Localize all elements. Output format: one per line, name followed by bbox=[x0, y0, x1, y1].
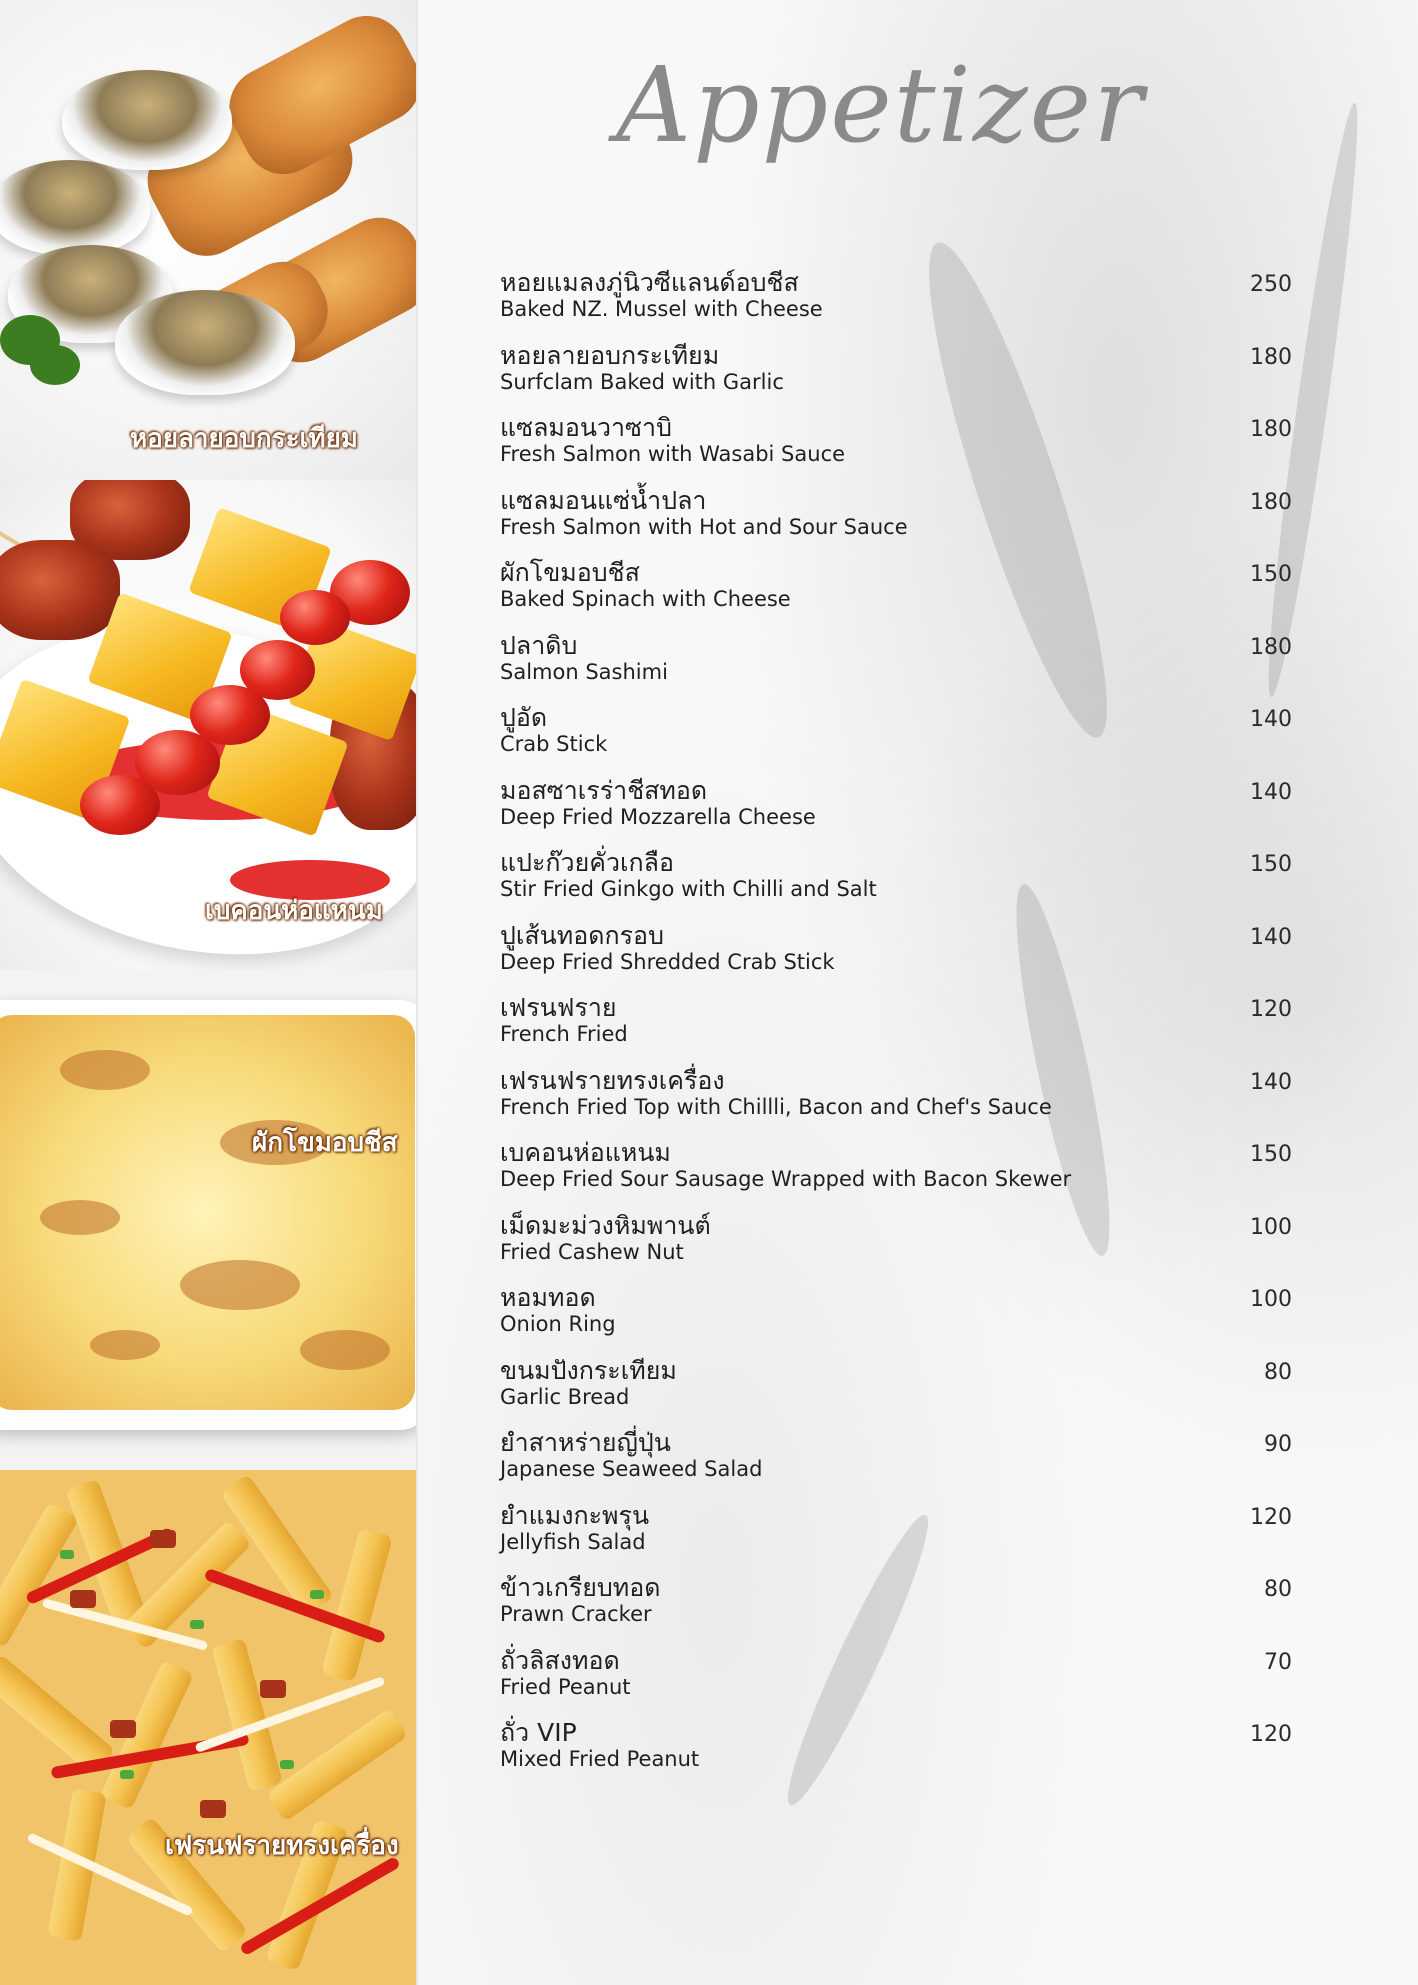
bacon-bit bbox=[70, 1590, 96, 1608]
photo-baked-spinach bbox=[0, 970, 416, 1470]
item-price: 120 bbox=[1250, 1504, 1292, 1530]
clam-bowl bbox=[62, 70, 232, 170]
menu-item bbox=[500, 1211, 1292, 1284]
menu-item bbox=[500, 993, 1292, 1066]
menu-item bbox=[500, 341, 1292, 414]
item-thai-name: หอยแมลงภู่นิวซีแลนด์อบชีส bbox=[500, 268, 799, 297]
menu-item bbox=[500, 921, 1292, 994]
item-thai-name: ผักโขมอบชีส bbox=[500, 558, 640, 587]
photo-surfclam-garlic bbox=[0, 0, 416, 480]
item-english-name: Garlic Bread bbox=[500, 1384, 630, 1409]
item-price: 250 bbox=[1250, 272, 1292, 297]
item-english-name: Prawn Cracker bbox=[500, 1602, 652, 1626]
photo-bacon-skewer bbox=[0, 480, 416, 970]
menu-item bbox=[500, 1501, 1292, 1574]
menu-item bbox=[500, 268, 1292, 341]
item-english-name: Stir Fried Ginkgo with Chilli and Salt bbox=[500, 877, 877, 901]
menu-item bbox=[500, 631, 1292, 704]
item-price: 100 bbox=[1250, 1287, 1292, 1312]
item-thai-name: เฟรนฟรายทรงเครื่อง bbox=[500, 1065, 725, 1095]
clam-bowl bbox=[0, 160, 150, 255]
item-price: 80 bbox=[1264, 1577, 1292, 1602]
item-english-name: Jellyfish Salad bbox=[500, 1529, 646, 1554]
photo-caption: เฟรนฟรายทรงเครื่อง bbox=[165, 1831, 399, 1861]
item-english-name: Fresh Salmon with Wasabi Sauce bbox=[500, 442, 846, 466]
item-english-name: Fresh Salmon with Hot and Sour Sauce bbox=[500, 514, 908, 539]
item-english-name: Crab Stick bbox=[500, 732, 608, 756]
item-english-name: French Fried Top with Chillli, Bacon and Chef's Sauce bbox=[500, 1094, 1052, 1119]
photo-french-fries bbox=[0, 1470, 416, 1985]
scallion-piece bbox=[60, 1550, 74, 1559]
menu-item bbox=[500, 848, 1292, 921]
item-english-name: Salmon Sashimi bbox=[500, 659, 668, 684]
scallion-piece bbox=[190, 1620, 204, 1629]
item-english-name: Fried Cashew Nut bbox=[500, 1239, 684, 1264]
photo-caption: หอยลายอบกระเทียม bbox=[130, 424, 358, 454]
item-english-name: Baked NZ. Mussel with Cheese bbox=[500, 297, 823, 321]
item-thai-name: ยำแมงกะพรุน bbox=[500, 1500, 650, 1530]
bacon-bit bbox=[200, 1800, 226, 1818]
item-price: 180 bbox=[1250, 634, 1292, 660]
item-english-name: Mixed Fried Peanut bbox=[500, 1747, 700, 1771]
fry bbox=[0, 1654, 115, 1776]
item-english-name: Onion Ring bbox=[500, 1312, 616, 1336]
item-price: 140 bbox=[1250, 924, 1292, 950]
item-thai-name: หอมทอด bbox=[500, 1283, 596, 1312]
menu-item bbox=[500, 1646, 1292, 1719]
item-price: 180 bbox=[1250, 489, 1292, 515]
photo-caption: เบคอนห่อแหนม bbox=[205, 896, 383, 926]
item-english-name: Deep Fried Sour Sausage Wrapped with Bacon Skewer bbox=[500, 1167, 1072, 1191]
item-price: 140 bbox=[1250, 779, 1292, 805]
item-thai-name: ถั่ว VIP bbox=[500, 1718, 577, 1747]
menu-panel bbox=[418, 0, 1418, 1985]
menu-item bbox=[500, 1428, 1292, 1501]
item-thai-name: เม็ดมะม่วงหิมพานต์ bbox=[500, 1210, 711, 1240]
bacon-bit bbox=[110, 1720, 136, 1738]
item-price: 150 bbox=[1250, 562, 1292, 587]
item-thai-name: ยำสาหร่ายญี่ปุ่น bbox=[500, 1428, 671, 1457]
item-thai-name: ปลาดิบ bbox=[500, 630, 578, 660]
item-price: 100 bbox=[1250, 1214, 1292, 1240]
item-price: 80 bbox=[1264, 1359, 1292, 1385]
browned-spot bbox=[60, 1050, 150, 1090]
item-thai-name: ปูอัด bbox=[500, 703, 548, 732]
bacon-bit bbox=[260, 1680, 286, 1698]
menu-item bbox=[500, 413, 1292, 486]
cherry-tomato bbox=[80, 775, 160, 835]
item-thai-name: แปะก๊วยคั่วเกลือ bbox=[500, 848, 675, 877]
item-thai-name: ข้าวเกรียบทอด bbox=[500, 1573, 661, 1602]
item-thai-name: เฟรนฟราย bbox=[500, 993, 617, 1022]
menu-item bbox=[500, 703, 1292, 776]
menu-item bbox=[500, 1718, 1292, 1791]
item-price: 150 bbox=[1250, 852, 1292, 877]
clam-bowl bbox=[115, 290, 295, 395]
menu-item bbox=[500, 1138, 1292, 1211]
item-thai-name: แซลมอนวาซาบิ bbox=[500, 413, 672, 442]
item-price: 140 bbox=[1250, 707, 1292, 732]
item-thai-name: เบคอนห่อแหนม bbox=[500, 1138, 671, 1167]
item-english-name: Surfclam Baked with Garlic bbox=[500, 369, 784, 394]
item-price: 120 bbox=[1250, 997, 1292, 1022]
page-title: Appetizer bbox=[616, 44, 1145, 166]
browned-spot bbox=[180, 1260, 300, 1310]
bacon-bit bbox=[150, 1530, 176, 1548]
menu-item bbox=[500, 1356, 1292, 1429]
item-price: 150 bbox=[1250, 1142, 1292, 1167]
parsley-garnish bbox=[30, 345, 80, 385]
cherry-tomato bbox=[280, 590, 350, 645]
menu-item bbox=[500, 1283, 1292, 1356]
item-english-name: Deep Fried Mozzarella Cheese bbox=[500, 804, 816, 829]
photo-column bbox=[0, 0, 416, 1985]
item-price: 140 bbox=[1250, 1069, 1292, 1095]
item-thai-name: ถั่วลิสงทอด bbox=[500, 1645, 620, 1675]
scallion-piece bbox=[310, 1590, 324, 1599]
browned-spot bbox=[40, 1200, 120, 1235]
item-price: 180 bbox=[1250, 344, 1292, 370]
item-price: 180 bbox=[1250, 417, 1292, 442]
menu-item bbox=[500, 1573, 1292, 1646]
scallion-piece bbox=[120, 1770, 134, 1779]
item-english-name: Japanese Seaweed Salad bbox=[500, 1457, 763, 1481]
item-thai-name: ขนมปังกระเทียม bbox=[500, 1355, 677, 1385]
photo-caption: ผักโขมอบชีส bbox=[252, 1128, 398, 1158]
menu-item bbox=[500, 1066, 1292, 1139]
item-price: 120 bbox=[1250, 1722, 1292, 1747]
menu-list bbox=[500, 268, 1292, 1791]
browned-spot bbox=[90, 1330, 160, 1360]
bacon-roll bbox=[0, 540, 120, 640]
item-english-name: French Fried bbox=[500, 1022, 628, 1046]
menu-item bbox=[500, 558, 1292, 631]
item-english-name: Baked Spinach with Cheese bbox=[500, 587, 791, 611]
item-thai-name: มอสซาเรร่าชีสทอด bbox=[500, 775, 708, 805]
item-english-name: Fried Peanut bbox=[500, 1674, 631, 1699]
item-price: 70 bbox=[1264, 1649, 1292, 1675]
item-thai-name: ปูเส้นทอดกรอบ bbox=[500, 920, 664, 950]
menu-item bbox=[500, 776, 1292, 849]
item-thai-name: แซลมอนแซ่น้ำปลา bbox=[500, 485, 707, 515]
scallion-piece bbox=[280, 1760, 294, 1769]
item-english-name: Deep Fried Shredded Crab Stick bbox=[500, 949, 835, 974]
item-thai-name: หอยลายอบกระเทียม bbox=[500, 340, 720, 370]
menu-item bbox=[500, 486, 1292, 559]
fry bbox=[321, 1528, 393, 1682]
browned-spot bbox=[300, 1330, 390, 1370]
item-price: 90 bbox=[1264, 1432, 1292, 1457]
